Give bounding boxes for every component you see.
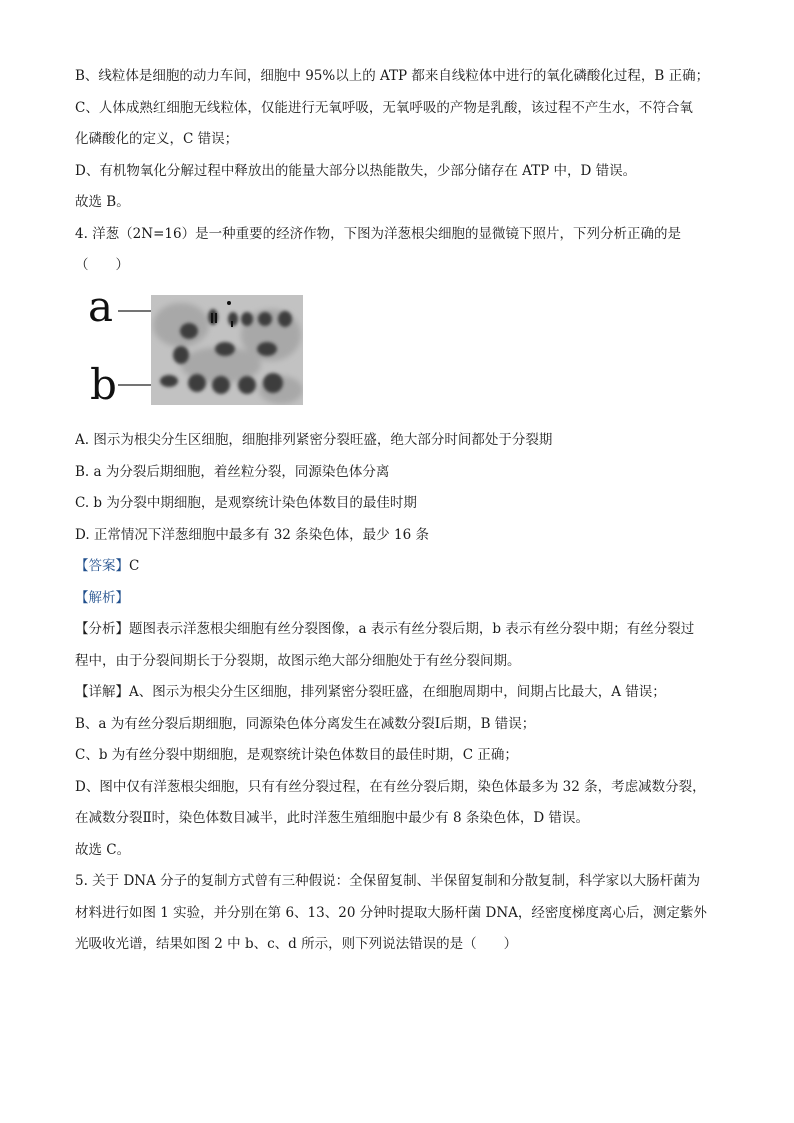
figure-label-b: b bbox=[90, 360, 117, 409]
detail-line: 故选 C。 bbox=[75, 842, 131, 858]
analysis-tag: 【分析】 bbox=[75, 621, 129, 637]
text-line: 故选 B。 bbox=[75, 194, 130, 210]
micrograph-photo bbox=[151, 295, 303, 405]
option-a: A. 图示为根尖分生区细胞，细胞排列紧密分裂旺盛，绝大部分时间都处于分裂期 bbox=[75, 432, 553, 448]
jiexi-tag: 【解析】 bbox=[75, 590, 129, 606]
text-line: D、有机物氧化分解过程中释放出的能量大部分以热能散失，少部分储存在 ATP 中，D 错误。 bbox=[75, 163, 637, 179]
option-c: C. b 为分裂中期细胞，是观察统计染色体数目的最佳时期 bbox=[75, 495, 417, 511]
text-line: 化磷酸化的定义，C 错误； bbox=[75, 131, 239, 147]
question-5-line: 5. 关于 DNA 分子的复制方式曾有三种假说：全保留复制、半保留复制和分散复制，科学家以大肠杆菌为 bbox=[75, 873, 701, 889]
analysis-line-2: 程中，由于分裂间期长于分裂期，故图示绝大部分细胞处于有丝分裂间期。 bbox=[75, 653, 521, 669]
text-line: C、人体成熟红细胞无线粒体，仅能进行无氧呼吸，无氧呼吸的产物是乳酸，该过程不产生水，不符合氧 bbox=[75, 100, 693, 116]
detail-tag: 【详解】 bbox=[75, 684, 129, 700]
detail-text: A、图示为根尖分生区细胞，排列紧密分裂旺盛，在细胞周期中，间期占比最大，A 错误； bbox=[129, 684, 666, 700]
text-line: B、线粒体是细胞的动力车间，细胞中 95%以上的 ATP 都来自线粒体中进行的氧化磷酸化过程，B 正确； bbox=[75, 68, 710, 84]
detail-line: D、图中仅有洋葱根尖细胞，只有有丝分裂过程，在有丝分裂后期，染色体最多为 32 条，考虑减数分裂， bbox=[75, 779, 706, 795]
option-b: B. a 为分裂后期细胞，着丝粒分裂，同源染色体分离 bbox=[75, 464, 390, 480]
answer-line bbox=[75, 556, 725, 576]
question-4-stem: 4. 洋葱（2N=16）是一种重要的经济作物，下图为洋葱根尖细胞的显微镜下照片，下列分析正确的是 bbox=[75, 226, 682, 242]
analysis-line-1 bbox=[75, 619, 725, 639]
question-5-line: 材料进行如图 1 实验，并分别在第 6、13、20 分钟时提取大肠杆菌 DNA，经密度梯度离心后，测定紫外 bbox=[75, 905, 707, 921]
answer-value: C bbox=[129, 558, 140, 574]
question-4-bracket: （ ） bbox=[75, 257, 129, 273]
onion-root-tip-micrograph bbox=[88, 282, 308, 409]
detail-line: 在减数分裂Ⅱ时，染色体数目减半，此时洋葱生殖细胞中最少有 8 条染色体，D 错误。 bbox=[75, 810, 589, 826]
question-5-line: 光吸收光谱，结果如图 2 中 b、c、d 所示，则下列说法错误的是（ ） bbox=[75, 936, 518, 952]
detail-line-1 bbox=[75, 682, 725, 702]
analysis-text: 题图表示洋葱根尖细胞有丝分裂图像，a 表示有丝分裂后期，b 表示有丝分裂中期；有丝分裂过 bbox=[129, 621, 695, 637]
detail-line: B、a 为有丝分裂后期细胞，同源染色体分离发生在减数分裂Ⅰ后期，B 错误； bbox=[75, 716, 536, 732]
figure-label-a: a bbox=[88, 282, 114, 331]
detail-line: C、b 为有丝分裂中期细胞，是观察统计染色体数目的最佳时期，C 正确； bbox=[75, 747, 518, 763]
option-d: D. 正常情况下洋葱细胞中最多有 32 条染色体，最少 16 条 bbox=[75, 527, 429, 543]
answer-tag: 【答案】 bbox=[75, 558, 129, 574]
